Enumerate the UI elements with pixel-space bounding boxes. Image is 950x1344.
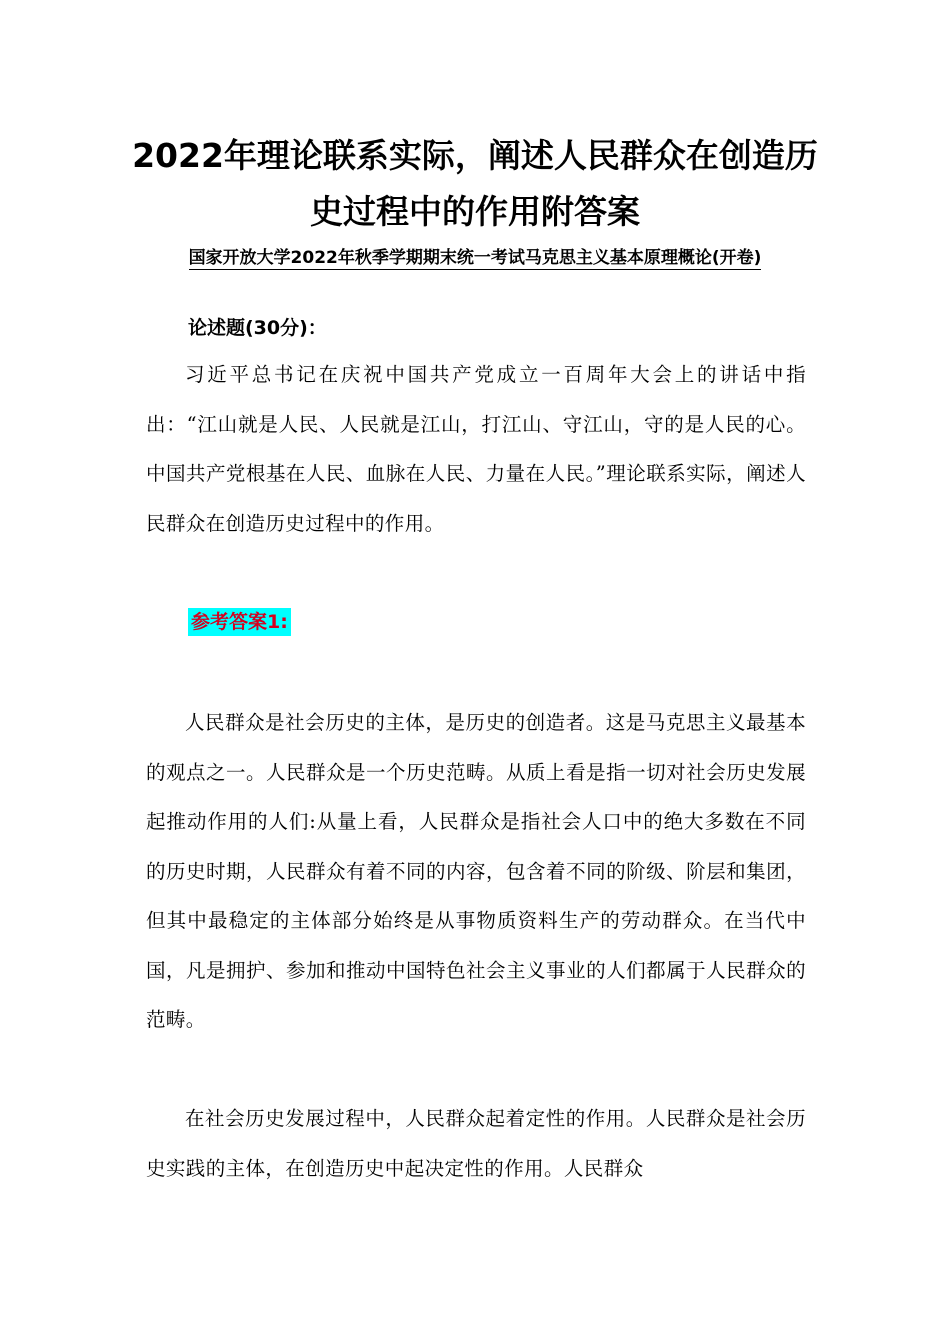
exam-subtitle-text: 国家开放大学2022年秋季学期期末统一考试马克思主义基本原理概论(开卷): [188, 248, 762, 268]
answer-paragraph-1: 人民群众是社会历史的主体，是历史的创造者。这是马克思主义最基本的观点之一。人民群众是一个历史范畴。从质上看是指一切对社会历史发展起推动作用的人们:从量上看，人民群众是指社会人口中的绝大多数在不同的历史时期，人民群众有着不同的内容，包含着不同的阶级、阶层和集团，但其中最稳定的主体部分始终是从事物质资料生产的劳动群众。在当代中国，凡是拥护、参加和推动中国特色社会主义事业的人们都属于人民群众的范畴。: [146, 711, 806, 1031]
question-paragraph: 习近平总书记在庆祝中国共产党成立一百周年大会上的讲话中指出：“江山就是人民、人民就是江山，打江山、守江山，守的是人民的心。中国共产党根基在人民、血脉在人民、力量在人民。”理论联系实际，阐述人民群众在创造历史过程中的作用。: [146, 363, 806, 535]
answer-label: 参考答案1:: [188, 608, 291, 636]
answer-paragraph-2: 在社会历史发展过程中，人民群众起着定性的作用。人民群众是社会历史实践的主体，在创造历史中起决定性的作用。人民群众: [146, 1107, 806, 1180]
document-title: 2022年理论联系实际，阐述人民群众在创造历史过程中的作用附答案: [132, 136, 818, 231]
question-label: 论述题(30分)：: [188, 317, 327, 339]
exam-subtitle: [150, 244, 800, 272]
